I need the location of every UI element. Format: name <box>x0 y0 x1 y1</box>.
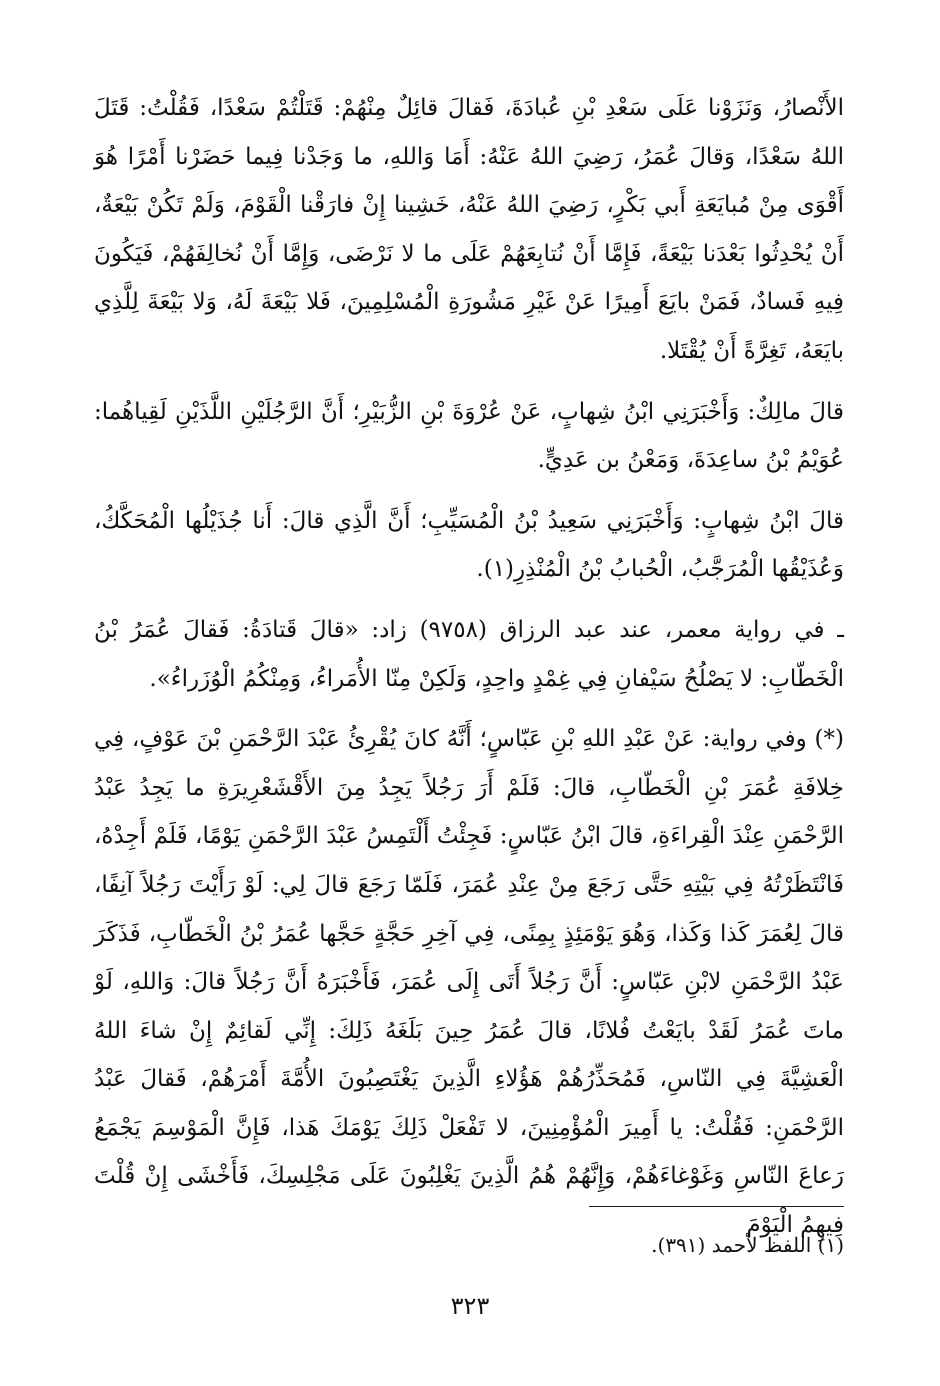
footnote-separator <box>589 1206 844 1207</box>
paragraph-3: قالَ ابْنُ شِهابٍ: وَأَخْبَرَنِي سَعِيدُ بْنُ الْمُسَيِّبِ؛ أَنَّ الَّذِي قالَ: أَنا جُذَيْلُها الْمُحَكَّكُ، وَعُذَيْقُها الْمُرَجَّبُ، الْحُبابُ بْنُ الْمُنْذِرِ(١). <box>94 507 844 583</box>
main-text <box>94 84 844 1250</box>
paragraph-gap <box>94 703 844 715</box>
paragraph-gap <box>94 594 844 606</box>
footnote: (١) اللفظ لأحمد (٣٩١). <box>651 1233 844 1257</box>
paragraph-2: قالَ مالِكٌ: وَأَخْبَرَنِي ابْنُ شِهابٍ، عَنْ عُرْوَةَ بْنِ الزُّبَيْرِ؛ أَنَّ الرَّجُلَيْنِ اللَّذَيْنِ لَقِياهُما: عُوَيْمُ بْنُ ساعِدَةَ، وَمَعْنُ بن عَدِيٍّ. <box>94 398 844 474</box>
paragraph-4: ـ في رواية معمر، عند عبد الرزاق (٩٧٥٨) زاد: «قالَ قَتادَةُ: فَقالَ عُمَرُ بْنُ الْخَطّابِ: لا يَصْلُحُ سَيْفانِ فِي غِمْدٍ واحِدٍ، وَلَكِنْ مِنّا الأُمَراءُ، وَمِنْكُمُ الْوُزَراءُ». <box>94 616 844 692</box>
paragraph-gap <box>94 376 844 388</box>
page-number: ٣٢٣ <box>450 1292 490 1320</box>
paragraph-gap <box>94 485 844 497</box>
paragraph-1: الأَنْصارُ، وَنَزَوْنا عَلَى سَعْدِ بْنِ عُبادَةَ، فَقالَ قائِلٌ مِنْهُمْ: قَتَلْتُمْ سَعْدًا، فَقُلْتُ: قَتَلَ اللهُ سَعْدًا، وَقالَ عُمَرُ، رَضِيَ اللهُ عَنْهُ: أَمَا وَاللهِ، ما وَجَدْنا فِيما حَضَرْنا أَمْرًا هُوَ أَقْوَى مِنْ مُبايَعَةِ أَبي بَكْرٍ، رَضِيَ اللهُ عَنْهُ، خَشِينا إِنْ فارَقْنا الْقَوْمَ، وَلَمْ تَكُنْ بَيْعَةٌ، أَنْ يُحْدِثُوا بَعْدَنا بَيْعَةً، فَإِمَّا أَنْ نُتابِعَهُمْ عَلَى ما لا نَرْضَى، وَإِمَّا أَنْ نُخالِفَهُمْ، فَيَكُونَ فِيهِ فَسادٌ، فَمَنْ بايَعَ أَمِيرًا عَنْ غَيْرِ مَشُورَةِ الْمُسْلِمِينَ، فَلا بَيْعَةَ لَهُ، وَلا بَيْعَةَ لِلَّذِي بايَعَهُ، تَغِرَّةً أَنْ يُقْتَلا. <box>94 95 844 364</box>
paragraph-5: (*) وفي رواية: عَنْ عَبْدِ اللهِ بْنِ عَبّاسٍ؛ أَنَّهُ كانَ يُقْرِئُ عَبْدَ الرَّحْمَنِ بْنَ عَوْفٍ، فِي خِلافَةِ عُمَرَ بْنِ الْخَطّابِ، قالَ: فَلَمْ أَرَ رَجُلاً يَجِدُ مِنَ الأَقْشَعْرِيرَةِ ما يَجِدُ عَبْدُ الرَّحْمَنِ عِنْدَ الْقِراءَةِ، قالَ ابْنُ عَبّاسٍ: فَجِئْتُ أَلْتَمِسُ عَبْدَ الرَّحْمَنِ يَوْمًا، فَلَمْ أَجِدْهُ، فَانْتَظَرْتُهُ فِي بَيْتِهِ حَتَّى رَجَعَ مِنْ عِنْدِ عُمَرَ، فَلَمّا رَجَعَ قالَ لِي: لَوْ رَأَيْتَ رَجُلاً آنِفًا، قالَ لِعُمَرَ كَذا وَكَذا، وَهُوَ يَوْمَئِذٍ بِمِنًى، فِي آخِرِ حَجَّةٍ حَجَّها عُمَرُ بْنُ الْخَطّابِ، فَذَكَرَ عَبْدُ الرَّحْمَنِ لابْنِ عَبّاسٍ: أَنَّ رَجُلاً أَتَى إِلَى عُمَرَ، فَأَخْبَرَهُ أَنَّ رَجُلاً قالَ: وَاللهِ، لَوْ ماتَ عُمَرُ لَقَدْ بايَعْتُ فُلانًا، قالَ عُمَرُ حِينَ بَلَغَهُ ذَلِكَ: إِنِّي لَقائِمٌ إِنْ شاءَ اللهُ الْعَشِيَّةَ فِي النّاسِ، فَمُحَذِّرُهُمْ هَؤُلاءِ الَّذِينَ يَغْتَصِبُونَ الأُمَّةَ أَمْرَهُمْ، فَقالَ عَبْدُ الرَّحْمَنِ: فَقُلْتُ: يا أَمِيرَ الْمُؤْمِنِينَ، لا تَفْعَلْ ذَلِكَ يَوْمَكَ هَذا، فَإِنَّ الْمَوْسِمَ يَجْمَعُ رَعاعَ النّاسِ وَغَوْغاءَهُمْ، وَإِنَّهُمْ هُمُ الَّذِينَ يَغْلِبُونَ عَلَى مَجْلِسِكَ، فَأَخْشَى إِنْ قُلْتَ فِيهِمُ الْيَوْمَ <box>94 726 844 1239</box>
